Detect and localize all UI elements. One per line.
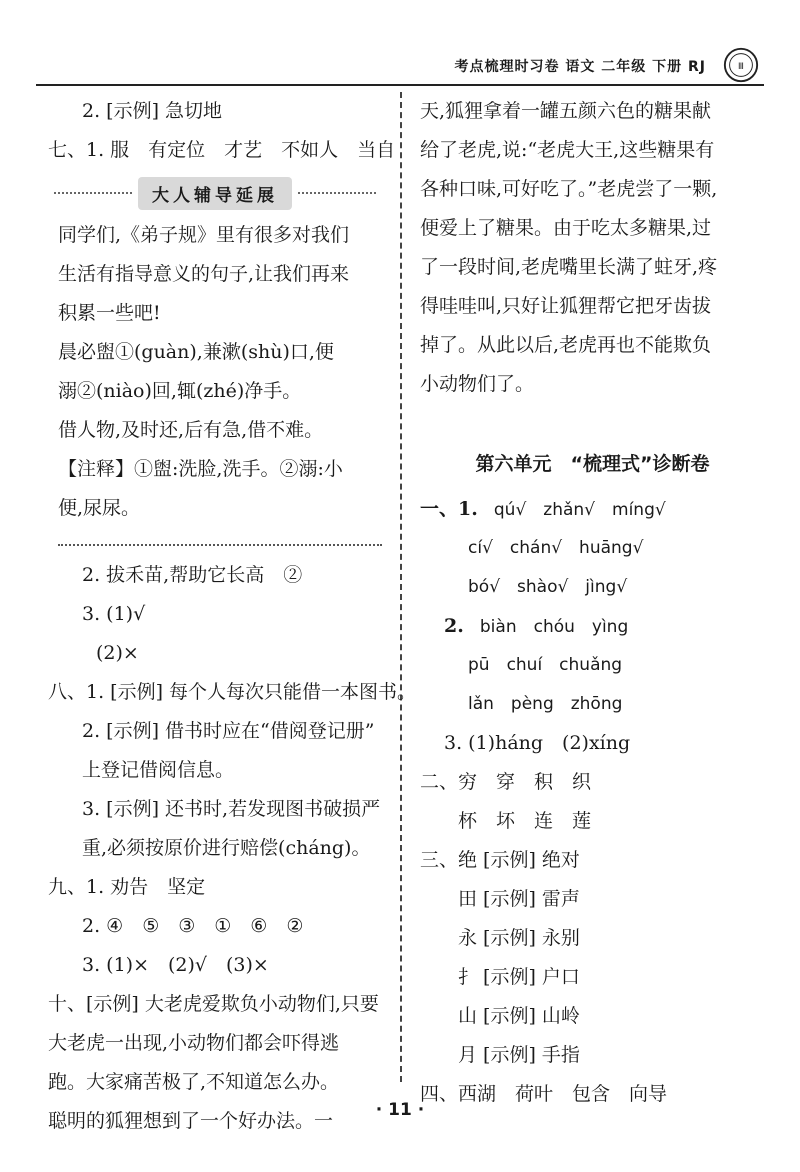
answer-s3-row: 月 [示例] 手指	[458, 1044, 580, 1066]
story-line: 得哇哇叫,只好让狐狸帮它把牙齿拔	[420, 295, 712, 317]
answer-9-3: 3. (1)× (2)√ (3)×	[82, 954, 269, 976]
answer-6-2: 2. [示例] 急切地	[82, 100, 223, 122]
column-divider	[400, 92, 402, 1082]
answer-8-2a: 2. [示例] 借书时应在“借阅登记册”	[82, 720, 375, 742]
answer-s3-row: 永 [示例] 永别	[458, 927, 580, 949]
pinyin-row: cí√ chán√ huāng√	[468, 538, 644, 558]
extension-line: 借人物,及时还,后有急,借不难。	[58, 419, 324, 441]
answer-7-2: 2. 拔禾苗,帮助它长高 ②	[82, 564, 303, 586]
extension-line: 便,尿尿。	[58, 497, 141, 519]
svg-text:Ⅲ: Ⅲ	[738, 61, 744, 72]
extension-banner-row	[48, 170, 382, 216]
extension-line: 【注释】①盥:洗脸,洗手。②溺:小	[58, 458, 343, 480]
pinyin-row: qú√ zhǎn√ míng√	[493, 500, 666, 520]
pinyin-row: biàn chóu yìng	[479, 617, 629, 637]
answer-8-3b: 重,必须按原价进行赔偿(cháng)。	[82, 837, 371, 859]
page-header	[36, 44, 764, 86]
answer-10-line: 十、[示例] 大老虎爱欺负小动物们,只要	[48, 993, 379, 1015]
answer-10-line: 聪明的狐狸想到了一个好办法。一	[48, 1110, 334, 1132]
dotted-separator	[58, 544, 382, 546]
extension-box	[48, 216, 382, 528]
extension-line: 同学们,《弟子规》里有很多对我们	[58, 224, 350, 246]
header-title: 考点梳理时习卷 语文 二年级 下册 RJ	[454, 59, 706, 75]
answer-s3-row: 三、绝 [示例] 绝对	[420, 849, 580, 871]
story-line: 小动物们了。	[420, 373, 535, 395]
page-number: · 11 ·	[375, 1100, 425, 1120]
answer-7-1: 七、1. 服 有定位 才艺 不如人 当自	[48, 139, 396, 161]
story-line: 各种口味,可好吃了。”老虎尝了一颗,	[420, 178, 718, 200]
answer-s1-2-label: 2.	[444, 615, 464, 637]
story-line: 便爱上了糖果。由于吃太多糖果,过	[420, 217, 712, 239]
extension-banner: 大人辅导延展	[138, 177, 292, 210]
answer-s2-b: 杯 坏 连 莲	[458, 810, 592, 832]
answer-8-1: 八、1. [示例] 每个人每次只能借一本图书。	[48, 681, 417, 703]
answer-s1-3: 3. (1)háng (2)xíng	[444, 732, 631, 754]
answer-7-3a: 3. (1)√	[82, 603, 146, 625]
answer-10-line: 跑。大家痛苦极了,不知道怎么办。	[48, 1071, 340, 1093]
extension-line: 生活有指导意义的句子,让我们再来	[58, 263, 350, 285]
right-column	[420, 92, 765, 1114]
seal-logo-icon	[722, 46, 760, 84]
answer-s3-row: 山 [示例] 山岭	[458, 1005, 580, 1027]
answer-s1-1-row	[420, 490, 765, 529]
answer-s2-a: 二、穷 穿 积 织	[420, 771, 592, 793]
story-line: 给了老虎,说:“老虎大王,这些糖果有	[420, 139, 715, 161]
answer-10-line: 大老虎一出现,小动物们都会吓得逃	[48, 1032, 340, 1054]
answer-9-1: 九、1. 劝告 坚定	[48, 876, 206, 898]
answer-8-3a: 3. [示例] 还书时,若发现图书破损严	[82, 798, 381, 820]
pinyin-row: lǎn pèng zhōng	[468, 694, 623, 714]
answer-s4: 四、西湖 荷叶 包含 向导	[420, 1083, 668, 1105]
story-line: 掉了。从此以后,老虎再也不能欺负	[420, 334, 712, 356]
answer-s3-row: 扌 [示例] 户口	[458, 966, 580, 988]
answer-7-3b: (2)×	[96, 642, 139, 664]
answer-s3-row: 田 [示例] 雷声	[458, 888, 580, 910]
pinyin-row: bó√ shào√ jìng√	[468, 577, 628, 597]
story-line: 了一段时间,老虎嘴里长满了蛀牙,疼	[420, 256, 718, 278]
answer-8-2b: 上登记借阅信息。	[82, 759, 235, 781]
answer-s1-1-label: 一、1.	[420, 498, 478, 520]
extension-line: 积累一些吧!	[58, 302, 161, 324]
story-line: 天,狐狸拿着一罐五颜六色的糖果献	[420, 100, 712, 122]
extension-line: 溺②(niào)回,辄(zhé)净手。	[58, 380, 302, 402]
extension-line: 晨必盥①(guàn),兼漱(shù)口,便	[58, 341, 334, 363]
answer-s1-2-row	[420, 607, 765, 646]
answer-9-2: 2. ④ ⑤ ③ ① ⑥ ②	[82, 915, 304, 937]
section-title: 第六单元 “梳理式”诊断卷	[475, 453, 710, 475]
pinyin-row: pū chuí chuǎng	[468, 655, 623, 675]
